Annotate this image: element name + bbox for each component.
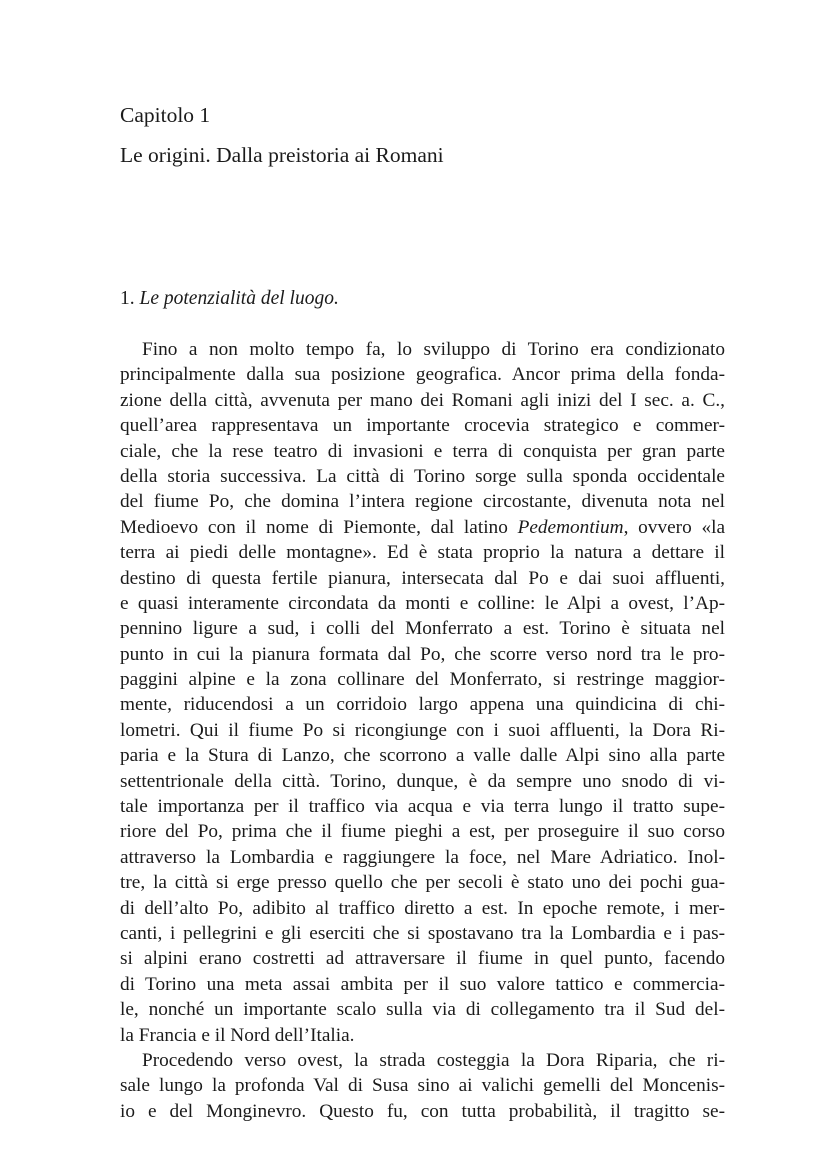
text-line <box>120 515 725 540</box>
text-line: Procedendo verso ovest, la strada costeggia la Dora Riparia, che ri- <box>142 1049 725 1071</box>
text-line: settentrionale della città. Torino, dunque, è da sempre uno snodo di vi- <box>120 770 725 792</box>
body-text <box>120 337 725 1124</box>
section-title: Le potenzialità del luogo. <box>139 288 339 309</box>
text-line: sale lungo la profonda Val di Susa sino ai valichi gemelli del Moncenis- <box>120 1075 725 1097</box>
text-line: principalmente dalla sua posizione geografica. Ancor prima della fonda- <box>120 364 725 386</box>
text-line: canti, i pellegrini e gli eserciti che si spostavano tra la Lombardia e i pas- <box>120 922 725 944</box>
text-line: tre, la città si erge presso quello che per secoli è stato uno dei pochi gua- <box>120 872 725 894</box>
text-line: punto in cui la pianura formata dal Po, che scorre verso nord tra le pro- <box>120 643 725 665</box>
text-line: della storia successiva. La città di Torino sorge sulla sponda occidentale <box>120 465 725 487</box>
text-line: di dell’alto Po, adibito al traffico diretto a est. In epoche remote, i mer- <box>120 897 725 919</box>
text-line: destino di questa fertile pianura, intersecata dal Po e dai suoi affluenti, <box>120 567 725 589</box>
text-line: ciale, che la rese teatro di invasioni e terra di conquista per gran parte <box>120 440 725 462</box>
paragraph-2 <box>120 1048 725 1124</box>
text-line: si alpini erano costretti ad attraversare il fiume in quel punto, facendo <box>120 948 725 970</box>
text-line: pennino ligure a sud, i colli del Monferrato a est. Torino è situata nel <box>120 618 725 640</box>
chapter-label: Capitolo 1 <box>120 103 211 127</box>
section-heading <box>120 285 339 313</box>
text-line: paria e la Stura di Lanzo, che scorrono a valle dalle Alpi sino alla parte <box>120 745 725 767</box>
text-fragment: , ovvero «la <box>623 516 725 538</box>
text-line: paggini alpine e la zona collinare del Monferrato, si restringe maggior- <box>120 669 725 691</box>
text-line: zione della città, avvenuta per mano dei Romani agli inizi del I sec. a. C., <box>120 389 725 411</box>
text-line: la Francia e il Nord dell’Italia. <box>120 1024 355 1046</box>
paragraph-1 <box>120 337 725 1048</box>
text-line: io e del Monginevro. Questo fu, con tutta probabilità, il tragitto se- <box>120 1100 725 1122</box>
text-line: le, nonché un importante scalo sulla via di collegamento tra il Sud del- <box>120 999 725 1021</box>
text-line: riore del Po, prima che il fiume pieghi a est, per proseguire il suo corso <box>120 821 725 843</box>
text-line: lometri. Qui il fiume Po si ricongiunge con i suoi affluenti, la Dora Ri- <box>120 719 725 741</box>
text-fragment: Medioevo con il nome di Piemonte, dal latino <box>120 516 518 538</box>
text-line: quell’area rappresentava un importante crocevia strategico e commer- <box>120 415 725 437</box>
text-line: terra ai piedi delle montagne». Ed è stata proprio la natura a dettare il <box>120 542 725 564</box>
section-number: 1. <box>120 288 135 309</box>
chapter-title: Le origini. Dalla preistoria ai Romani <box>120 143 444 167</box>
text-line: attraverso la Lombardia e raggiungere la foce, nel Mare Adriatico. Inol- <box>120 846 725 868</box>
latin-term: Pedemontium <box>517 516 624 538</box>
text-line: di Torino una meta assai ambita per il suo valore tattico e commercia- <box>120 973 725 995</box>
text-line: mente, riducendosi a un corridoio largo appena una quindicina di chi- <box>120 694 725 716</box>
text-line: e quasi interamente circondata da monti e colline: le Alpi a ovest, l’Ap- <box>120 592 725 614</box>
text-line: Fino a non molto tempo fa, lo sviluppo di Torino era condizionato <box>142 339 725 360</box>
text-line: del fiume Po, che domina l’intera regione circostante, divenuta nota nel <box>120 491 725 513</box>
text-line: tale importanza per il traffico via acqua e via terra lungo il tratto supe- <box>120 796 725 818</box>
